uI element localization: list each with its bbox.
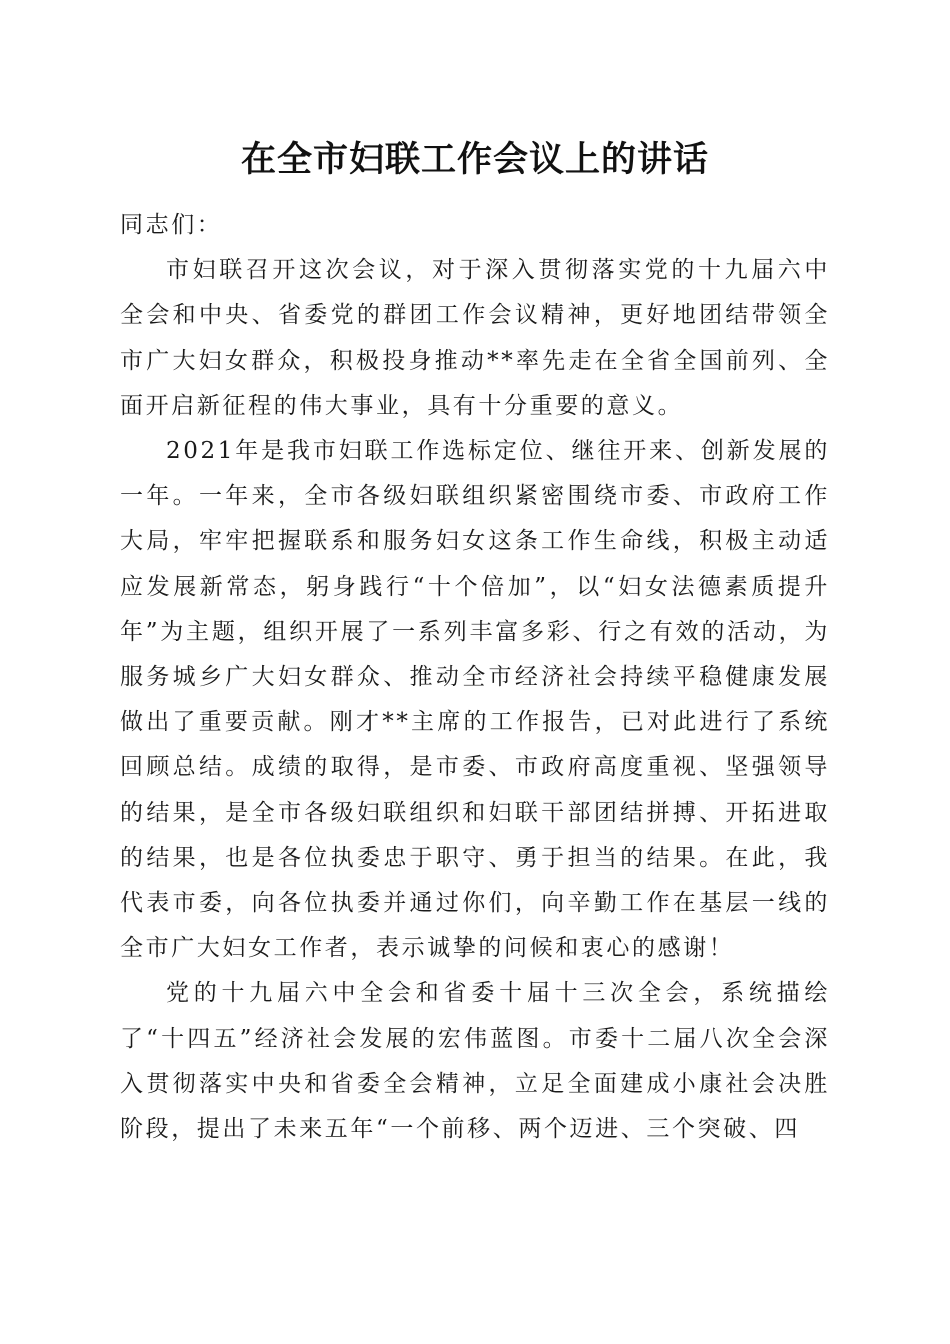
salutation: 同志们： bbox=[120, 212, 223, 238]
document-title: 在全市妇联工作会议上的讲话 bbox=[240, 139, 709, 180]
document-body bbox=[120, 203, 830, 1152]
paragraph-3: 党的十九届六中全会和省委十届十三次全会，系统描绘了“十四五”经济社会发展的宏伟蓝图。市委十二届八次全会深入贯彻落实中央和省委全会精神，立足全面建成小康社会决胜阶段，提出了未来五年“一个前移、两个迈进、三个突破、四 bbox=[120, 980, 830, 1143]
paragraph-2: 2021年是我市妇联工作选标定位、继往开来、创新发展的一年。一年来，全市各级妇联组织紧密围绕市委、市政府工作大局，牢牢把握联系和服务妇女这条工作生命线，积极主动适应发展新常态，躬身践行“十个倍加”，以“妇女法德素质提升年”为主题，组织开展了一系列丰富多彩、行之有效的活动，为服务城乡广大妇女群众、推动全市经济社会持续平稳健康发展做出了重要贡献。刚才**主席的工作报告，已对此进行了系统回顾总结。成绩的取得，是市委、市政府高度重视、坚强领导的结果，是全市各级妇联组织和妇联干部团结拼搏、开拓进取的结果，也是各位执委忠于职守、勇于担当的结果。在此，我代表市委，向各位执委并通过你们，向辛勤工作在基层一线的全市广大妇女工作者，表示诚挚的问候和衷心的感谢！ bbox=[120, 438, 830, 962]
paragraph-1: 市妇联召开这次会议，对于深入贯彻落实党的十九届六中全会和中央、省委党的群团工作会议精神，更好地团结带领全市广大妇女群众，积极投身推动**率先走在全省全国前列、全面开启新征程的伟大事业，具有十分重要的意义。 bbox=[120, 257, 830, 419]
